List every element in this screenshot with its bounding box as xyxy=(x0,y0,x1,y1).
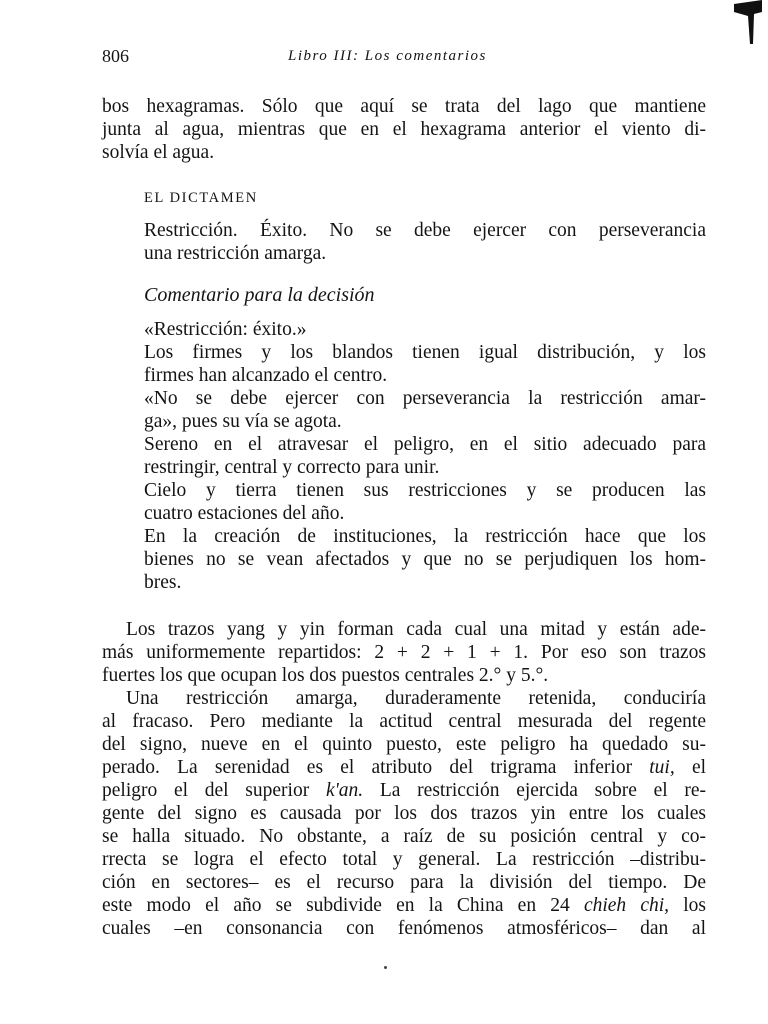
text-segment: La restricción ejercida sobre el re- xyxy=(379,780,707,801)
text-line: Restricción. Éxito. No se debe ejercer con perseverancia xyxy=(144,220,706,241)
text-line: más uniformemente repartidos: 2 + 2 + 1 + 1. Por eso son trazos xyxy=(102,642,706,663)
judgment-text xyxy=(144,219,706,265)
text-line: Los firmes y los blandos tienen igual distribución, y los xyxy=(144,342,706,363)
text-line: ga», pues su vía se agota. xyxy=(144,411,342,432)
text-line xyxy=(102,756,706,779)
text-segment: los xyxy=(683,895,707,916)
text-line: «No se debe ejercer con perseverancia la restricción amar- xyxy=(144,388,706,409)
page-number: 806 xyxy=(102,46,129,66)
text-line: «Restricción: éxito.» xyxy=(144,319,307,340)
running-head: Libro III: Los comentarios xyxy=(288,48,487,64)
body-text xyxy=(102,618,706,940)
text-line: fuertes los que ocupan los dos puestos centrales 2.° y 5.°. xyxy=(102,665,549,686)
commentary-text xyxy=(144,318,706,594)
text-line: junta al agua, mientras que en el hexagrama anterior el viento di- xyxy=(102,119,706,140)
text-line: bres. xyxy=(144,572,182,593)
text-line: En la creación de instituciones, la restricción hace que los xyxy=(144,526,706,547)
italic-term: k'an. xyxy=(325,780,364,801)
text-line: Cielo y tierra tienen sus restricciones y se producen las xyxy=(144,480,706,501)
text-line: Los trazos yang y yin forman cada cual una mitad y están ade- xyxy=(126,619,706,640)
opening-paragraph xyxy=(102,95,706,164)
corner-mark xyxy=(734,0,762,44)
text-segment: el xyxy=(691,757,707,778)
text-line xyxy=(102,894,706,917)
italic-term: tui, xyxy=(649,757,675,778)
text-line: se halla situado. No obstante, a raíz de su posición central y co- xyxy=(102,826,706,847)
text-line: firmes han alcanzado el centro. xyxy=(144,365,388,386)
text-line: restringir, central y correcto para unir. xyxy=(144,457,440,478)
section-heading: EL DICTAMEN xyxy=(144,190,258,206)
text-line xyxy=(102,779,706,802)
commentary-heading: Comentario para la decisión xyxy=(144,284,375,306)
text-line: bos hexagramas. Sólo que aquí se trata del lago que mantiene xyxy=(102,96,706,117)
text-line: al fracaso. Pero mediante la actitud central mesurada del regente xyxy=(102,711,706,732)
text-line: bienes no se vean afectados y que no se perjudiquen los hom- xyxy=(144,549,706,570)
text-line: ción en sectores– es el recurso para la división del tiempo. De xyxy=(102,872,706,893)
text-line: del signo, nueve en el quinto puesto, este peligro ha quedado su- xyxy=(102,734,706,755)
text-line: cuales –en consonancia con fenómenos atmosféricos– dan al xyxy=(102,918,706,939)
text-line: gente del signo es causada por los dos trazos yin entre los cuales xyxy=(102,803,706,824)
text-line: solvía el agua. xyxy=(102,142,215,163)
text-line: una restricción amarga. xyxy=(144,243,327,264)
text-segment: peligro el del superior xyxy=(102,780,310,801)
italic-term: chieh chi, xyxy=(583,895,670,916)
text-line: Una restricción amarga, duraderamente retenida, conduciría xyxy=(126,688,706,709)
text-segment: este modo el año se subdivide en la China en 24 xyxy=(102,895,570,916)
text-segment: perado. La serenidad es el atributo del trigrama inferior xyxy=(102,757,633,778)
text-line: rrecta se logra el efecto total y general. La restricción –distribu- xyxy=(102,849,706,870)
stray-mark xyxy=(384,966,387,969)
text-line: Sereno en el atravesar el peligro, en el sitio adecuado para xyxy=(144,434,706,455)
page-header xyxy=(102,46,706,72)
text-line: cuatro estaciones del año. xyxy=(144,503,345,524)
